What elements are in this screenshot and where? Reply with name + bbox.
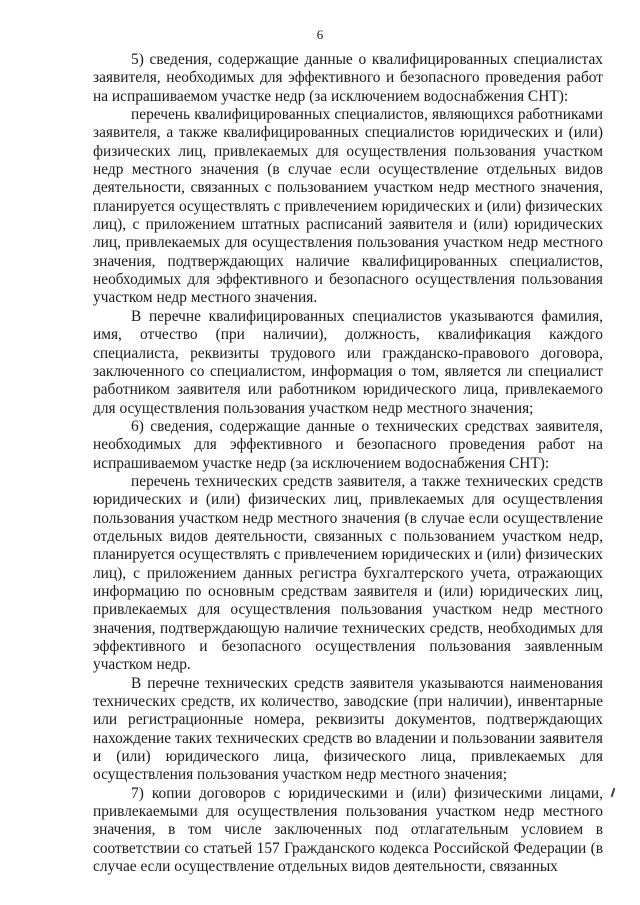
paragraph-technical-means-details: В перечне технических средств заявителя указываются наименования технических средств, их количество, заводские (при наличии), инвентарные или регистрационные номера, реквизиты документов, подтверждающих нахождение таких технических средств во владении и пользовании заявителя и (или) юридического лица, физического лица, привлекаемых для осуществления пользования участком недр местного значения; bbox=[93, 674, 603, 784]
pen-mark bbox=[611, 788, 616, 797]
paragraph-item-7: 7) копии договоров с юридическими и (или) физическими лицами, привлекаемыми для осуществления пользования участком недр местного значения, в том числе заключенных под отлагательным условием в соответствии со статьей 157 Гражданского кодекса Российской Федерации (в случае если осуществление отдельных видов деятельности, связанных bbox=[93, 784, 603, 876]
paragraph-item-5: 5) сведения, содержащие данные о квалифицированных специалистах заявителя, необходимых для эффективного и безопасного проведения работ на испрашиваемом участке недр (за исключением водоснабжения СНТ): bbox=[93, 51, 603, 105]
page-number: 6 bbox=[316, 27, 324, 42]
paragraph-specialists-list: перечень квалифицированных специалистов, являющихся работниками заявителя, а также квалифицированных специалистов юридических и (или) физических лиц, привлекаемых для осуществления пользования участком недр местного значения (в случае если осуществление отдельных видов деятельности, связанных с пользованием участком недр местного значения, планируется осуществлять с привлечением юридических и (или) физических лиц), с приложением штатных расписаний заявителя и (или) юридических лиц, привлекаемых для осуществления пользования участком недр местного значения, подтверждающих наличие квалифицированных специалистов, необходимых для эффективного и безопасного осуществления пользования участком недр местного значения. bbox=[93, 106, 603, 307]
paragraph-specialists-details: В перечне квалифицированных специалистов указываются фамилия, имя, отчество (при наличии), должность, квалификация каждого специалиста, реквизиты трудового или гражданско-правового договора, заключенного со специалистом, информация о том, является ли специалист работником заявителя или работником юридического лица, привлекаемого для осуществления пользования участком недр местного значения; bbox=[93, 307, 603, 417]
document-body bbox=[93, 51, 603, 876]
paragraph-technical-means-list: перечень технических средств заявителя, а также технических средств юридических и (или) физических лиц, привлекаемых для осуществления пользования участком недр местного значения (в случае если осуществление отдельных видов деятельности, связанных с пользованием участком недр, планируется осуществлять с привлечением юридических и (или) физических лиц), с приложением данных регистра бухгалтерского учета, отражающих информацию по основным средствам заявителя и (или) юридических лиц, привлекаемых для осуществления пользования участком недр местного значения, подтверждающую наличие технических средств, необходимых для эффективного и безопасного осуществления пользования заявленным участком недр. bbox=[93, 472, 603, 674]
paragraph-item-6: 6) сведения, содержащие данные о технических средствах заявителя, необходимых для эффективного и безопасного проведения работ на испрашиваемом участке недр (за исключением водоснабжения СНТ): bbox=[93, 417, 603, 472]
